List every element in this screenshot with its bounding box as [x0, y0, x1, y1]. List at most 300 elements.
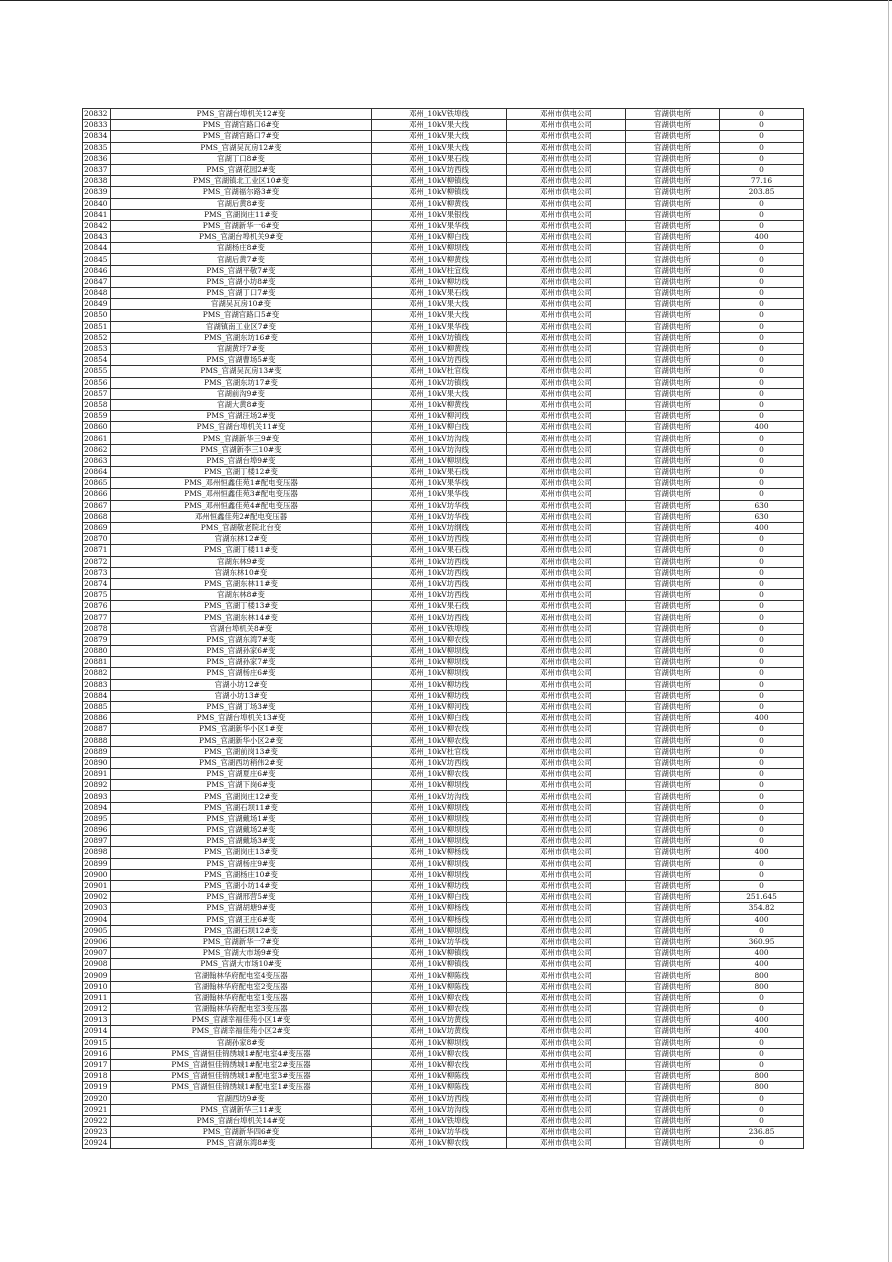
transformer-name-cell: PMS_官湖新华三11#变	[111, 1104, 372, 1115]
transformer-name-cell: PMS_官湖小坊8#变	[111, 276, 372, 287]
table-row	[83, 377, 804, 388]
capacity-cell: 0	[720, 791, 804, 802]
row-number-cell: 20853	[83, 343, 111, 354]
station-cell: 官湖供电所	[626, 646, 720, 657]
table-row	[83, 433, 804, 444]
capacity-cell: 0	[720, 1115, 804, 1126]
feeder-line-cell: 邓州_10kV柳黄线	[372, 343, 507, 354]
company-cell: 邓州市供电公司	[507, 925, 626, 936]
company-cell: 邓州市供电公司	[507, 1015, 626, 1026]
transformer-name-cell: PMS_官湖幸福佳苑小区2#变	[111, 1026, 372, 1037]
feeder-line-cell: 邓州_10kV坊西线	[372, 757, 507, 768]
feeder-line-cell: 邓州_10kV柱宜线	[372, 265, 507, 276]
row-number-cell: 20922	[83, 1115, 111, 1126]
station-cell: 官湖供电所	[626, 299, 720, 310]
row-number-cell: 20915	[83, 1037, 111, 1048]
transformer-name-cell: PMS_官湖恒佳锦绣城1#配电室4#变压器	[111, 1048, 372, 1059]
station-cell: 官湖供电所	[626, 959, 720, 970]
feeder-line-cell: 邓州_10kV坊西线	[372, 534, 507, 545]
transformer-name-cell: PMS_官湖平敬7#变	[111, 265, 372, 276]
company-cell: 邓州市供电公司	[507, 321, 626, 332]
station-cell: 官湖供电所	[626, 131, 720, 142]
station-cell: 官湖供电所	[626, 1037, 720, 1048]
station-cell: 官湖供电所	[626, 679, 720, 690]
transformer-name-cell: 官湖杨庄8#变	[111, 243, 372, 254]
company-cell: 邓州市供电公司	[507, 847, 626, 858]
station-cell: 官湖供电所	[626, 1115, 720, 1126]
transformer-name-cell: 官湖东林10#变	[111, 567, 372, 578]
feeder-line-cell: 邓州_10kV柳坝线	[372, 869, 507, 880]
table-row	[83, 1059, 804, 1070]
row-number-cell: 20880	[83, 646, 111, 657]
station-cell: 官湖供电所	[626, 176, 720, 187]
capacity-cell: 0	[720, 1037, 804, 1048]
table-row	[83, 1127, 804, 1138]
transformer-name-cell: PMS_官湖丁场3#变	[111, 701, 372, 712]
table-row	[83, 858, 804, 869]
capacity-cell: 0	[720, 590, 804, 601]
capacity-cell: 800	[720, 1082, 804, 1093]
feeder-line-cell: 邓州_10kV果银线	[372, 209, 507, 220]
row-number-cell: 20873	[83, 567, 111, 578]
company-cell: 邓州市供电公司	[507, 657, 626, 668]
capacity-cell: 0	[720, 992, 804, 1003]
table-row	[83, 601, 804, 612]
company-cell: 邓州市供电公司	[507, 1138, 626, 1149]
station-cell: 官湖供电所	[626, 847, 720, 858]
station-cell: 官湖供电所	[626, 187, 720, 198]
capacity-cell: 0	[720, 869, 804, 880]
company-cell: 邓州市供电公司	[507, 220, 626, 231]
capacity-cell: 0	[720, 646, 804, 657]
capacity-cell: 0	[720, 377, 804, 388]
company-cell: 邓州市供电公司	[507, 1093, 626, 1104]
company-cell: 邓州市供电公司	[507, 131, 626, 142]
feeder-line-cell: 邓州_10kV柳白线	[372, 232, 507, 243]
row-number-cell: 20842	[83, 220, 111, 231]
table-row	[83, 769, 804, 780]
row-number-cell: 20912	[83, 1004, 111, 1015]
feeder-line-cell: 邓州_10kV柳杨线	[372, 903, 507, 914]
capacity-cell: 0	[720, 567, 804, 578]
row-number-cell: 20897	[83, 836, 111, 847]
transformer-name-cell: 官湖孙家8#变	[111, 1037, 372, 1048]
station-cell: 官湖供电所	[626, 769, 720, 780]
table-row	[83, 880, 804, 891]
table-row	[83, 1093, 804, 1104]
row-number-cell: 20832	[83, 109, 111, 120]
feeder-line-cell: 邓州_10kV柳坊线	[372, 276, 507, 287]
feeder-line-cell: 邓州_10kV坊西线	[372, 612, 507, 623]
feeder-line-cell: 邓州_10kV果石线	[372, 601, 507, 612]
company-cell: 邓州市供电公司	[507, 209, 626, 220]
capacity-cell: 400	[720, 422, 804, 433]
feeder-line-cell: 邓州_10kV果石线	[372, 153, 507, 164]
company-cell: 邓州市供电公司	[507, 534, 626, 545]
table-row	[83, 1037, 804, 1048]
feeder-line-cell: 邓州_10kV果大线	[372, 131, 507, 142]
table-row	[83, 153, 804, 164]
station-cell: 官湖供电所	[626, 992, 720, 1003]
capacity-cell: 0	[720, 1048, 804, 1059]
company-cell: 邓州市供电公司	[507, 948, 626, 959]
transformer-name-cell: PMS_官湖东坊16#变	[111, 332, 372, 343]
company-cell: 邓州市供电公司	[507, 769, 626, 780]
station-cell: 官湖供电所	[626, 690, 720, 701]
table-row	[83, 634, 804, 645]
row-number-cell: 20861	[83, 433, 111, 444]
company-cell: 邓州市供电公司	[507, 668, 626, 679]
table-row	[83, 444, 804, 455]
station-cell: 官湖供电所	[626, 813, 720, 824]
row-number-cell: 20906	[83, 936, 111, 947]
table-row	[83, 1015, 804, 1026]
capacity-cell: 0	[720, 109, 804, 120]
station-cell: 官湖供电所	[626, 780, 720, 791]
capacity-cell: 0	[720, 220, 804, 231]
feeder-line-cell: 邓州_10kV坊西线	[372, 567, 507, 578]
row-number-cell: 20877	[83, 612, 111, 623]
transformer-name-cell: PMS_官湖邢营5#变	[111, 892, 372, 903]
row-number-cell: 20855	[83, 366, 111, 377]
capacity-cell: 0	[720, 601, 804, 612]
capacity-cell: 0	[720, 1004, 804, 1015]
feeder-line-cell: 邓州_10kV柳坝线	[372, 802, 507, 813]
row-number-cell: 20847	[83, 276, 111, 287]
feeder-line-cell: 邓州_10kV坊华线	[372, 511, 507, 522]
transformer-name-cell: 官湖翰林华府配电室3变压器	[111, 1004, 372, 1015]
transformer-name-cell: PMS_官湖岗庄12#变	[111, 791, 372, 802]
station-cell: 官湖供电所	[626, 411, 720, 422]
transformer-name-cell: PMS_官湖东湾7#变	[111, 634, 372, 645]
station-cell: 官湖供电所	[626, 489, 720, 500]
company-cell: 邓州市供电公司	[507, 1127, 626, 1138]
table-row	[83, 836, 804, 847]
company-cell: 邓州市供电公司	[507, 366, 626, 377]
transformer-name-cell: PMS_官湖西坊稍伟2#变	[111, 757, 372, 768]
company-cell: 邓州市供电公司	[507, 109, 626, 120]
feeder-line-cell: 邓州_10kV柳坝线	[372, 925, 507, 936]
transformer-name-cell: PMS_官湖官路口7#变	[111, 131, 372, 142]
row-number-cell: 20890	[83, 757, 111, 768]
capacity-cell: 400	[720, 522, 804, 533]
capacity-cell: 0	[720, 556, 804, 567]
capacity-cell: 0	[720, 690, 804, 701]
row-number-cell: 20905	[83, 925, 111, 936]
company-cell: 邓州市供电公司	[507, 735, 626, 746]
company-cell: 邓州市供电公司	[507, 455, 626, 466]
table-row	[83, 757, 804, 768]
row-number-cell: 20893	[83, 791, 111, 802]
table-row	[83, 567, 804, 578]
transformer-name-cell: 邓州恒鑫佳苑2#配电变压器	[111, 511, 372, 522]
station-cell: 官湖供电所	[626, 1082, 720, 1093]
transformer-name-cell: 官湖后黄8#变	[111, 198, 372, 209]
table-row	[83, 209, 804, 220]
feeder-line-cell: 邓州_10kV坊沟线	[372, 444, 507, 455]
table-row	[83, 892, 804, 903]
table-row	[83, 511, 804, 522]
feeder-line-cell: 邓州_10kV柳河线	[372, 411, 507, 422]
row-number-cell: 20901	[83, 880, 111, 891]
table-row	[83, 422, 804, 433]
table-row	[83, 120, 804, 131]
row-number-cell: 20860	[83, 422, 111, 433]
table-row	[83, 343, 804, 354]
row-number-cell: 20840	[83, 198, 111, 209]
feeder-line-cell: 邓州_10kV坊黄线	[372, 1026, 507, 1037]
table-row	[83, 288, 804, 299]
feeder-line-cell: 邓州_10kV果大线	[372, 310, 507, 321]
row-number-cell: 20862	[83, 444, 111, 455]
table-row	[83, 701, 804, 712]
table-row	[83, 500, 804, 511]
station-cell: 官湖供电所	[626, 556, 720, 567]
row-number-cell: 20858	[83, 399, 111, 410]
station-cell: 官湖供电所	[626, 343, 720, 354]
row-number-cell: 20854	[83, 355, 111, 366]
company-cell: 邓州市供电公司	[507, 343, 626, 354]
capacity-cell: 0	[720, 321, 804, 332]
company-cell: 邓州市供电公司	[507, 757, 626, 768]
table-row	[83, 903, 804, 914]
station-cell: 官湖供电所	[626, 377, 720, 388]
transformer-name-cell: PMS_官湖戴场1#变	[111, 813, 372, 824]
company-cell: 邓州市供电公司	[507, 299, 626, 310]
transformer-name-cell: 官湖台埠机关8#变	[111, 623, 372, 634]
table-row	[83, 176, 804, 187]
feeder-line-cell: 邓州_10kV柳黄线	[372, 399, 507, 410]
company-cell: 邓州市供电公司	[507, 254, 626, 265]
capacity-cell: 0	[720, 802, 804, 813]
row-number-cell: 20869	[83, 522, 111, 533]
feeder-line-cell: 邓州_10kV果华线	[372, 220, 507, 231]
transformer-name-cell: PMS_官湖吴瓦房12#变	[111, 142, 372, 153]
feeder-line-cell: 邓州_10kV果大线	[372, 299, 507, 310]
capacity-cell: 0	[720, 578, 804, 589]
row-number-cell: 20917	[83, 1059, 111, 1070]
company-cell: 邓州市供电公司	[507, 187, 626, 198]
company-cell: 邓州市供电公司	[507, 858, 626, 869]
station-cell: 官湖供电所	[626, 612, 720, 623]
station-cell: 官湖供电所	[626, 1071, 720, 1082]
row-number-cell: 20896	[83, 825, 111, 836]
table-row	[83, 780, 804, 791]
table-row	[83, 467, 804, 478]
feeder-line-cell: 邓州_10kV柳农线	[372, 1048, 507, 1059]
capacity-cell: 630	[720, 511, 804, 522]
company-cell: 邓州市供电公司	[507, 892, 626, 903]
table-row	[83, 936, 804, 947]
station-cell: 官湖供电所	[626, 914, 720, 925]
capacity-cell: 630	[720, 500, 804, 511]
transformer-name-cell: PMS_官湖福尔路3#变	[111, 187, 372, 198]
table-row	[83, 321, 804, 332]
table-row	[83, 825, 804, 836]
row-number-cell: 20923	[83, 1127, 111, 1138]
row-number-cell: 20868	[83, 511, 111, 522]
station-cell: 官湖供电所	[626, 701, 720, 712]
station-cell: 官湖供电所	[626, 388, 720, 399]
feeder-line-cell: 邓州_10kV杜官线	[372, 746, 507, 757]
table-row	[83, 232, 804, 243]
feeder-line-cell: 邓州_10kV柳农线	[372, 724, 507, 735]
row-number-cell: 20879	[83, 634, 111, 645]
row-number-cell: 20900	[83, 869, 111, 880]
row-number-cell: 20852	[83, 332, 111, 343]
company-cell: 邓州市供电公司	[507, 556, 626, 567]
row-number-cell: 20918	[83, 1071, 111, 1082]
capacity-cell: 0	[720, 120, 804, 131]
feeder-line-cell: 邓州_10kV果石线	[372, 288, 507, 299]
station-cell: 官湖供电所	[626, 1104, 720, 1115]
feeder-line-cell: 邓州_10kV坊西线	[372, 1093, 507, 1104]
table-row	[83, 578, 804, 589]
capacity-cell: 0	[720, 534, 804, 545]
capacity-cell: 0	[720, 668, 804, 679]
station-cell: 官湖供电所	[626, 981, 720, 992]
capacity-cell: 0	[720, 299, 804, 310]
company-cell: 邓州市供电公司	[507, 198, 626, 209]
capacity-cell: 0	[720, 433, 804, 444]
table-row	[83, 791, 804, 802]
transformer-name-cell: PMS_官湖杨庄6#变	[111, 668, 372, 679]
page-top-rule	[0, 0, 892, 1]
table-row	[83, 724, 804, 735]
station-cell: 官湖供电所	[626, 903, 720, 914]
feeder-line-cell: 邓州_10kV柳白线	[372, 422, 507, 433]
capacity-cell: 0	[720, 288, 804, 299]
table-row	[83, 914, 804, 925]
row-number-cell: 20889	[83, 746, 111, 757]
station-cell: 官湖供电所	[626, 198, 720, 209]
capacity-cell: 0	[720, 142, 804, 153]
capacity-cell: 400	[720, 847, 804, 858]
station-cell: 官湖供电所	[626, 1015, 720, 1026]
feeder-line-cell: 邓州_10kV柳农线	[372, 634, 507, 645]
station-cell: 官湖供电所	[626, 724, 720, 735]
transformer-name-cell: PMS_官湖大市场9#变	[111, 948, 372, 959]
transformer-name-cell: PMS_官湖大市场10#变	[111, 959, 372, 970]
transformer-name-cell: PMS_官湖孙家7#变	[111, 657, 372, 668]
station-cell: 官湖供电所	[626, 869, 720, 880]
row-number-cell: 20851	[83, 321, 111, 332]
row-number-cell: 20878	[83, 623, 111, 634]
company-cell: 邓州市供电公司	[507, 713, 626, 724]
transformer-name-cell: 官湖翰林华府配电室1变压器	[111, 992, 372, 1003]
table-row	[83, 590, 804, 601]
feeder-line-cell: 邓州_10kV柳农线	[372, 1138, 507, 1149]
transformer-name-cell: 官湖翰林华府配电室2变压器	[111, 981, 372, 992]
company-cell: 邓州市供电公司	[507, 791, 626, 802]
row-number-cell: 20838	[83, 176, 111, 187]
table-row	[83, 366, 804, 377]
row-number-cell: 20846	[83, 265, 111, 276]
capacity-cell: 0	[720, 657, 804, 668]
capacity-cell: 400	[720, 948, 804, 959]
company-cell: 邓州市供电公司	[507, 1071, 626, 1082]
company-cell: 邓州市供电公司	[507, 914, 626, 925]
table-row	[83, 713, 804, 724]
station-cell: 官湖供电所	[626, 209, 720, 220]
station-cell: 官湖供电所	[626, 265, 720, 276]
company-cell: 邓州市供电公司	[507, 869, 626, 880]
station-cell: 官湖供电所	[626, 422, 720, 433]
table-row	[83, 1104, 804, 1115]
company-cell: 邓州市供电公司	[507, 522, 626, 533]
transformer-name-cell: PMS_官湖台埠机关11#变	[111, 422, 372, 433]
station-cell: 官湖供电所	[626, 1127, 720, 1138]
capacity-cell: 0	[720, 1138, 804, 1149]
transformer-name-cell: PMS_官湖戴场2#变	[111, 825, 372, 836]
transformer-name-cell: PMS_官湖恒佳锦绣城1#配电室3#变压器	[111, 1071, 372, 1082]
table-row	[83, 187, 804, 198]
transformer-name-cell: PMS_官湖东坊17#变	[111, 377, 372, 388]
company-cell: 邓州市供电公司	[507, 388, 626, 399]
capacity-cell: 0	[720, 746, 804, 757]
transformer-name-cell: 官湖东林12#变	[111, 534, 372, 545]
company-cell: 邓州市供电公司	[507, 265, 626, 276]
feeder-line-cell: 邓州_10kV柳坝线	[372, 825, 507, 836]
table-row	[83, 131, 804, 142]
transformer-name-cell: PMS_官湖台埠机关14#变	[111, 1115, 372, 1126]
station-cell: 官湖供电所	[626, 791, 720, 802]
transformer-name-cell: PMS_官湖新华四6#变	[111, 1127, 372, 1138]
table-row	[83, 265, 804, 276]
capacity-cell: 0	[720, 825, 804, 836]
company-cell: 邓州市供电公司	[507, 310, 626, 321]
table-body	[83, 109, 804, 1149]
table-row	[83, 478, 804, 489]
capacity-cell: 0	[720, 545, 804, 556]
transformer-name-cell: PMS_官湖汪场2#变	[111, 411, 372, 422]
capacity-cell: 400	[720, 1026, 804, 1037]
transformer-name-cell: PMS_官湖新李三10#变	[111, 444, 372, 455]
row-number-cell: 20843	[83, 232, 111, 243]
table-row	[83, 925, 804, 936]
feeder-line-cell: 邓州_10kV柳农线	[372, 769, 507, 780]
row-number-cell: 20899	[83, 858, 111, 869]
company-cell: 邓州市供电公司	[507, 1004, 626, 1015]
station-cell: 官湖供电所	[626, 623, 720, 634]
feeder-line-cell: 邓州_10kV柳农线	[372, 1059, 507, 1070]
row-number-cell: 20892	[83, 780, 111, 791]
transformer-name-cell: PMS_官湖恒佳锦绣城1#配电室2#变压器	[111, 1059, 372, 1070]
feeder-line-cell: 邓州_10kV柳坝线	[372, 668, 507, 679]
capacity-cell: 0	[720, 198, 804, 209]
station-cell: 官湖供电所	[626, 590, 720, 601]
table-row	[83, 455, 804, 466]
capacity-cell: 0	[720, 276, 804, 287]
table-row	[83, 164, 804, 175]
table-row	[83, 276, 804, 287]
station-cell: 官湖供电所	[626, 243, 720, 254]
table-row	[83, 1026, 804, 1037]
capacity-cell: 800	[720, 981, 804, 992]
company-cell: 邓州市供电公司	[507, 903, 626, 914]
feeder-line-cell: 邓州_10kV柳坝线	[372, 858, 507, 869]
row-number-cell: 20844	[83, 243, 111, 254]
transformer-name-cell: PMS_官湖台埠9#变	[111, 455, 372, 466]
capacity-cell: 0	[720, 836, 804, 847]
station-cell: 官湖供电所	[626, 232, 720, 243]
row-number-cell: 20881	[83, 657, 111, 668]
transformer-table	[82, 108, 804, 1149]
table-row	[83, 388, 804, 399]
capacity-cell: 203.85	[720, 187, 804, 198]
transformer-name-cell: PMS_官湖王庄6#变	[111, 914, 372, 925]
feeder-line-cell: 邓州_10kV坊镇线	[372, 332, 507, 343]
